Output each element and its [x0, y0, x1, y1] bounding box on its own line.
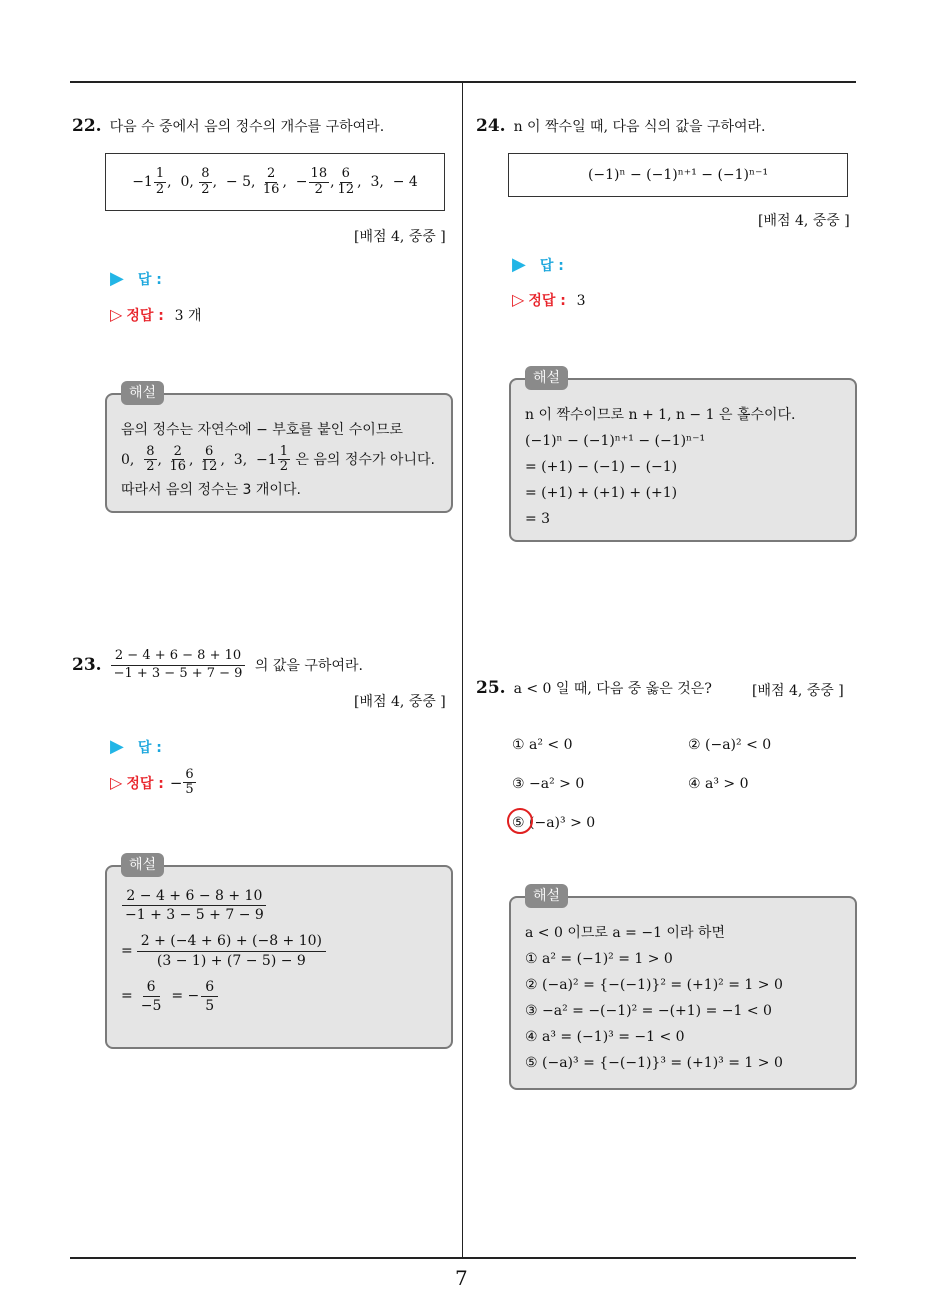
q23-solution-step: = $\frac{6}{-5}$ = − $\frac{6}{5}$: [121, 978, 437, 1015]
q25-option-3[interactable]: ③ −a² > 0: [512, 776, 585, 792]
q24-number: 24.: [476, 116, 506, 136]
q23-answer-sign: −: [169, 773, 183, 792]
correct-answer-label: 정답 :: [528, 293, 566, 309]
q23-score-meta: [배점 4, 중중 ]: [354, 694, 446, 710]
q25-solution-line: ② (−a)² = {−(−1)}² = (+1)² = 1 > 0: [525, 977, 783, 993]
solution-tab: 해설: [121, 853, 164, 877]
play-arrow-icon: ▶: [110, 736, 124, 757]
selected-option-circle-icon: [507, 808, 533, 834]
q22-solution-line: 0, $\frac{8}{2}$ , $\frac{2}{16}$ , $\frac{6}{12}$ , 3, −1 $\frac{1}{2}$ 은 음의 정수가 아니다.: [121, 444, 435, 475]
q24-solution-line: = 3: [525, 511, 551, 527]
outline-triangle-icon: ▷: [110, 773, 123, 793]
q24-solution-box: [509, 370, 857, 542]
play-arrow-icon: ▶: [110, 268, 124, 289]
solution-tab: 해설: [525, 884, 568, 908]
q25-solution-line: ③ −a² = −(−1)² = −(+1) = −1 < 0: [525, 1003, 772, 1019]
q22-correct-answer: 3 개: [174, 308, 202, 324]
bottom-rule: [70, 1257, 856, 1259]
q22-solution-box: [105, 385, 453, 513]
q24-text: n 이 짝수일 때, 다음 식의 값을 구하여라.: [513, 119, 766, 135]
top-rule: [70, 81, 856, 83]
q23-correct-answer: $\frac{6}{5}$: [185, 767, 194, 798]
q25-solution-line: ⑤ (−a)³ = {−(−1)}³ = (+1)³ = 1 > 0: [525, 1055, 783, 1071]
q23-fraction: 2 − 4 + 6 − 8 + 10 −1 + 3 − 5 + 7 − 9: [110, 648, 247, 683]
q24-score-meta: [배점 4, 중중 ]: [758, 213, 850, 229]
q22-score-meta: [배점 4, 중중 ]: [354, 229, 446, 245]
q22-fraction: $\frac{1}{2}$: [155, 166, 165, 197]
correct-answer-label: 정답 :: [126, 775, 164, 792]
q25-option-1[interactable]: ① a² < 0: [512, 737, 573, 753]
q23-text: 의 값을 구하여라.: [250, 658, 363, 675]
q25-solution-line: ④ a³ = (−1)³ = −1 < 0: [525, 1029, 685, 1045]
q24-solution-line: n 이 짝수이므로 n + 1, n − 1 은 홀수이다.: [525, 407, 796, 423]
answer-label: 답 :: [539, 258, 564, 274]
q22-term: , 3, − 4: [357, 174, 418, 190]
q25-option-5[interactable]: ⑤ (−a)³ > 0: [512, 815, 596, 831]
q25-score-meta: [배점 4, 중중 ]: [752, 683, 844, 699]
q23-answer-row: [110, 736, 162, 757]
q22-term: , 0,: [167, 174, 199, 190]
q25-option-2[interactable]: ② (−a)² < 0: [688, 737, 772, 753]
q23-solution-step: $\frac{2 - 4 + 6 - 8 + 10}{-1 + 3 - 5 + 7 - 9}$: [121, 887, 437, 924]
q25-question: [476, 678, 712, 698]
q22-correct-answer-row: [110, 305, 202, 325]
correct-answer-label: 정답 :: [126, 308, 164, 324]
q22-term: , −: [282, 174, 308, 190]
q24-question: [476, 116, 766, 136]
answer-label: 답 :: [137, 740, 162, 756]
q24-expression-box: (−1)ⁿ − (−1)ⁿ⁺¹ − (−1)ⁿ⁻¹: [508, 153, 848, 197]
q25-solution-line: a < 0 이므로 a = −1 이라 하면: [525, 925, 725, 941]
q23-number: 23.: [72, 655, 102, 676]
q22-answer-row: [110, 268, 162, 289]
q22-text: 다음 수 중에서 음의 정수의 개수를 구하여라.: [109, 119, 385, 135]
q25-option-4[interactable]: ④ a³ > 0: [688, 776, 749, 792]
q24-answer-row: [512, 254, 564, 275]
solution-tab: 해설: [121, 381, 164, 405]
q24-correct-answer: 3: [576, 293, 586, 309]
column-divider: [462, 82, 463, 1258]
q22-solution-line: 따라서 음의 정수는 3 개이다.: [121, 481, 301, 498]
q24-solution-line: (−1)ⁿ − (−1)ⁿ⁺¹ − (−1)ⁿ⁻¹: [525, 433, 706, 449]
q24-solution-line: = (+1) + (+1) + (+1): [525, 485, 678, 501]
play-arrow-icon: ▶: [512, 254, 526, 275]
q23-correct-answer-row: [110, 768, 197, 798]
q25-solution-box: [509, 888, 857, 1090]
q23-solution-box: [105, 857, 453, 1049]
q22-fraction: $\frac{18}{2}$: [310, 166, 328, 197]
answer-label: 답 :: [137, 272, 162, 288]
q25-solution-line: ① a² = (−1)² = 1 > 0: [525, 951, 673, 967]
page-number: 7: [455, 1266, 468, 1290]
q25-text: a < 0 일 때, 다음 중 옳은 것은?: [513, 681, 712, 697]
q23-question: [72, 648, 363, 683]
solution-tab: 해설: [525, 366, 568, 390]
q23-solution-step: = $\frac{2 + (-4 + 6) + (-8 + 10)}{(3 - 1) + (7 - 5) - 9}$: [121, 932, 437, 969]
q24-correct-answer-row: [512, 290, 586, 310]
q22-fraction: $\frac{8}{2}$: [201, 166, 210, 197]
q24-solution-line: = (+1) − (−1) − (−1): [525, 459, 678, 475]
q22-question: [72, 116, 384, 136]
outline-triangle-icon: ▷: [110, 305, 123, 324]
q22-solution-line: 음의 정수는 자연수에 − 부호를 붙인 수이므로: [121, 422, 403, 438]
outline-triangle-icon: ▷: [512, 290, 525, 309]
q22-term: −1: [132, 174, 153, 190]
q22-number-list-box: −1 $\frac{1}{2}$ , 0, $\frac{8}{2}$ , − 5, $\frac{2}{16}$ , − $\frac{18}{2}$ , $\frac{6}{12}$ , 3, − 4: [105, 153, 445, 211]
q25-number: 25.: [476, 678, 506, 698]
q22-fraction: $\frac{2}{16}$: [262, 166, 280, 197]
q22-term: , − 5,: [212, 174, 260, 190]
q22-fraction: $\frac{6}{12}$: [337, 166, 355, 197]
q22-number: 22.: [72, 116, 102, 136]
